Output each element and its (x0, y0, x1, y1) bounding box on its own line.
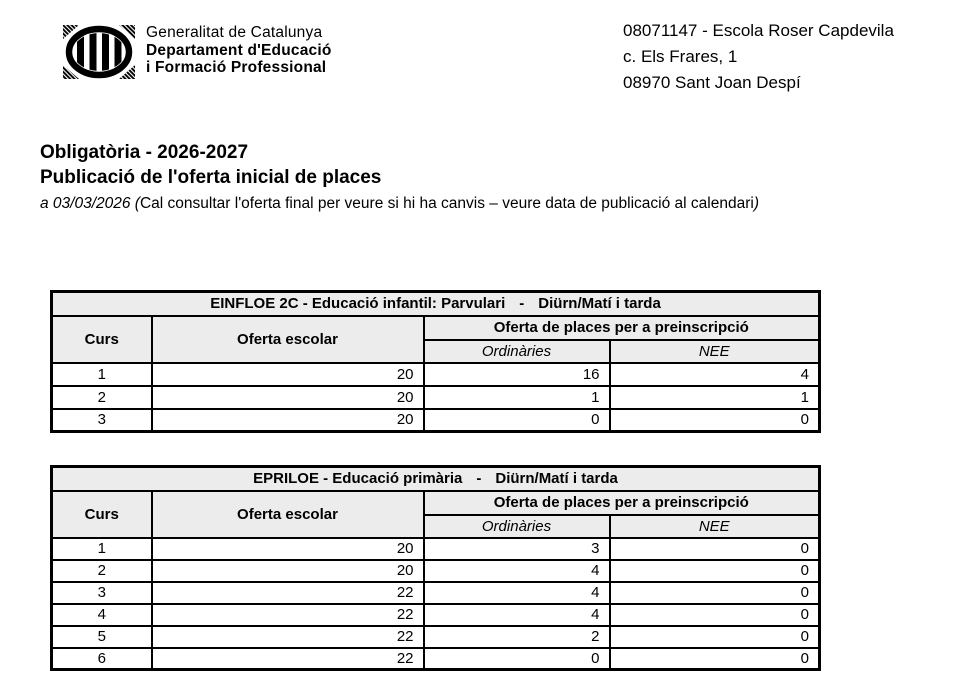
school-address-block (623, 18, 894, 96)
col-header-oferta-escolar: Oferta escolar (152, 491, 424, 538)
org-department-line1: Departament d'Educació (146, 41, 332, 59)
table-row (52, 648, 820, 670)
org-name: Generalitat de Catalunya (146, 24, 323, 41)
cell-ordinaries: 2 (424, 626, 610, 648)
col-header-places-preinscripcio: Oferta de places per a preinscripció (424, 316, 820, 340)
cell-ordinaries: 4 (424, 604, 610, 626)
cell-nee: 0 (610, 560, 820, 582)
generalitat-seal-icon (62, 24, 136, 80)
cell-nee: 4 (610, 363, 820, 386)
cell-curs: 3 (52, 582, 152, 604)
cell-nee: 0 (610, 626, 820, 648)
note-close-paren: ) (753, 195, 759, 212)
table-row (52, 363, 820, 386)
cell-ordinaries: 16 (424, 363, 610, 386)
cell-ordinaries: 4 (424, 560, 610, 582)
note-date: a 03/03/2026 ( (40, 195, 140, 212)
cell-ordinaries: 0 (424, 409, 610, 432)
cell-oferta: 20 (152, 538, 424, 560)
cell-oferta: 20 (152, 363, 424, 386)
table-row (52, 626, 820, 648)
cell-oferta: 22 (152, 626, 424, 648)
table-row (52, 538, 820, 560)
table-row (52, 604, 820, 626)
table-title-separator: - (519, 295, 525, 313)
col-header-curs: Curs (52, 491, 152, 538)
table-einfloe (50, 290, 821, 433)
col-header-nee: NEE (610, 340, 820, 363)
col-header-places-preinscripcio: Oferta de places per a preinscripció (424, 491, 820, 515)
table-title (52, 292, 820, 316)
table-title-schedule: Diürn/Matí i tarda (538, 295, 661, 313)
cell-curs: 6 (52, 648, 152, 670)
col-header-ordinaries: Ordinàries (424, 340, 610, 363)
cell-ordinaries: 3 (424, 538, 610, 560)
col-header-oferta-escolar: Oferta escolar (152, 316, 424, 363)
cell-ordinaries: 0 (424, 648, 610, 670)
table-title-separator: - (476, 470, 482, 488)
cell-nee: 0 (610, 648, 820, 670)
cell-curs: 3 (52, 409, 152, 432)
col-header-ordinaries: Ordinàries (424, 515, 610, 538)
col-header-nee: NEE (610, 515, 820, 538)
org-department-line2: i Formació Professional (146, 59, 327, 76)
note-body: Cal consultar l'oferta final per veure si hi ha canvis – veure data de publicació al calendari (139, 195, 754, 212)
school-street: c. Els Frares, 1 (623, 47, 738, 66)
cell-curs: 5 (52, 626, 152, 648)
table-row (52, 409, 820, 432)
document-titles (40, 140, 970, 215)
cell-nee: 0 (610, 409, 820, 432)
cell-curs: 1 (52, 538, 152, 560)
publication-note (40, 193, 970, 215)
cell-nee: 1 (610, 386, 820, 409)
title-publication: Publicació de l'oferta inicial de places (40, 167, 382, 188)
cell-curs: 1 (52, 363, 152, 386)
table-row (52, 560, 820, 582)
table-row (52, 582, 820, 604)
table-title-left: EINFLOE 2C - Educació infantil: Parvulari (210, 295, 506, 313)
table-title-schedule: Diürn/Matí i tarda (495, 470, 618, 488)
cell-nee: 0 (610, 582, 820, 604)
table-row (52, 386, 820, 409)
cell-oferta: 20 (152, 409, 424, 432)
school-code-name: 08071147 - Escola Roser Capdevila (623, 21, 894, 40)
cell-oferta: 20 (152, 386, 424, 409)
cell-oferta: 22 (152, 582, 424, 604)
cell-curs: 2 (52, 560, 152, 582)
col-header-curs: Curs (52, 316, 152, 363)
cell-oferta: 20 (152, 560, 424, 582)
table-eprlioe (50, 465, 821, 671)
cell-ordinaries: 1 (424, 386, 610, 409)
cell-curs: 2 (52, 386, 152, 409)
cell-curs: 4 (52, 604, 152, 626)
title-stage-year: Obligatòria - 2026-2027 (40, 142, 249, 163)
cell-nee: 0 (610, 604, 820, 626)
cell-ordinaries: 4 (424, 582, 610, 604)
school-city: 08970 Sant Joan Despí (623, 73, 801, 92)
cell-nee: 0 (610, 538, 820, 560)
cell-oferta: 22 (152, 648, 424, 670)
org-name-block (146, 24, 332, 77)
cell-oferta: 22 (152, 604, 424, 626)
table-title-left: EPRILOE - Educació primària (253, 470, 463, 488)
table-title (52, 467, 820, 491)
